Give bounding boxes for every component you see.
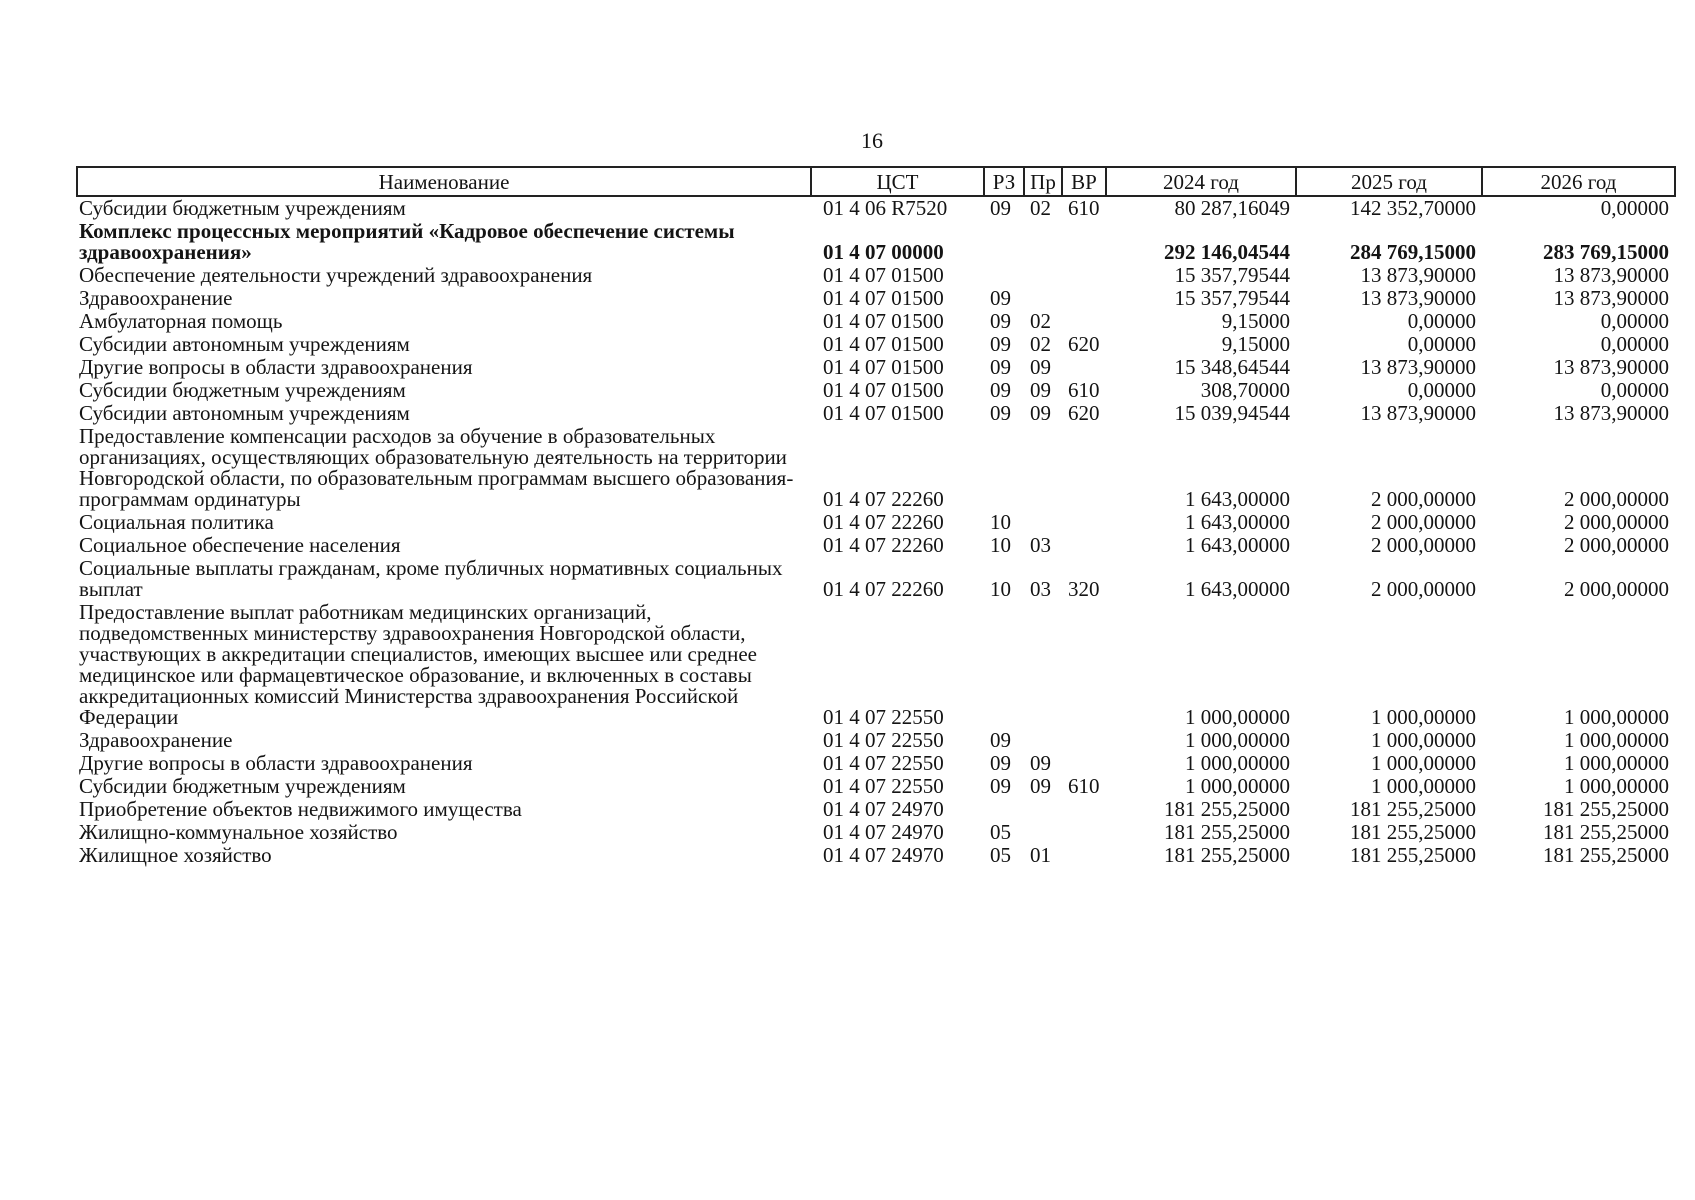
table-row bbox=[77, 821, 1675, 844]
cell-rz bbox=[984, 220, 1024, 264]
table-row bbox=[77, 356, 1675, 379]
cell-rz: 05 bbox=[990, 843, 1011, 867]
cell-name: Другие вопросы в области здравоохранения bbox=[79, 751, 473, 775]
budget-table bbox=[76, 166, 1676, 867]
table-row bbox=[77, 333, 1675, 356]
cell-name: Здравоохранение bbox=[79, 286, 233, 310]
cell-vr bbox=[1062, 287, 1106, 310]
cell-2026: 181 255,25000 bbox=[1543, 797, 1669, 821]
cell-vr: 610 bbox=[1068, 378, 1100, 402]
cell-2026: 0,00000 bbox=[1600, 309, 1669, 333]
cell-pr bbox=[1024, 220, 1062, 264]
cell-2026: 1 000,00000 bbox=[1564, 751, 1669, 775]
header-pr: Пр bbox=[1024, 167, 1062, 196]
table-row bbox=[77, 402, 1675, 425]
cell-2024: 15 357,79544 bbox=[1174, 263, 1290, 287]
cell-name: Социальные выплаты гражданам, кроме публичных нормативных социальных выплат bbox=[79, 556, 783, 601]
cell-name: Субсидии бюджетным учреждениям bbox=[79, 774, 406, 798]
cell-rz: 09 bbox=[990, 378, 1011, 402]
cell-2024: 181 255,25000 bbox=[1164, 797, 1290, 821]
cell-2026: 283 769,15000 bbox=[1543, 240, 1669, 264]
cell-vr: 620 bbox=[1068, 332, 1100, 356]
cell-name: Предоставление компенсации расходов за обучение в образовательных организациях, осуществляющих образовательную деятельность на территории Новгородской области, по образовательным программам высшего образования-программам ординатуры bbox=[79, 424, 794, 511]
cell-2024: 15 039,94544 bbox=[1174, 401, 1290, 425]
header-name: Наименование bbox=[77, 167, 811, 196]
cell-2024: 1 643,00000 bbox=[1185, 533, 1290, 557]
table-row bbox=[77, 196, 1675, 220]
cell-pr: 09 bbox=[1030, 401, 1051, 425]
table-row bbox=[77, 534, 1675, 557]
cell-vr bbox=[1062, 220, 1106, 264]
cell-name: Приобретение объектов недвижимого имущества bbox=[79, 797, 522, 821]
cell-rz: 09 bbox=[990, 751, 1011, 775]
cell-2025: 1 000,00000 bbox=[1371, 751, 1476, 775]
cell-2025: 1 000,00000 bbox=[1371, 728, 1476, 752]
cell-pr bbox=[1024, 798, 1062, 821]
cell-pr: 02 bbox=[1030, 196, 1051, 220]
cell-vr: 610 bbox=[1068, 774, 1100, 798]
cell-vr bbox=[1062, 844, 1106, 867]
table-header-row bbox=[77, 167, 1675, 196]
header-2024: 2024 год bbox=[1106, 167, 1296, 196]
cell-pr: 09 bbox=[1030, 355, 1051, 379]
cell-2026: 2 000,00000 bbox=[1564, 510, 1669, 534]
cell-cst: 01 4 07 22550 bbox=[823, 774, 944, 798]
cell-rz: 09 bbox=[990, 728, 1011, 752]
cell-rz: 09 bbox=[990, 286, 1011, 310]
cell-rz: 09 bbox=[990, 196, 1011, 220]
cell-rz bbox=[984, 798, 1024, 821]
cell-2024: 1 000,00000 bbox=[1185, 705, 1290, 729]
cell-2025: 2 000,00000 bbox=[1371, 487, 1476, 511]
page-number: 16 bbox=[861, 128, 883, 153]
cell-2024: 1 643,00000 bbox=[1185, 577, 1290, 601]
cell-cst: 01 4 07 22550 bbox=[823, 728, 944, 752]
cell-rz: 10 bbox=[990, 510, 1011, 534]
cell-pr: 03 bbox=[1030, 577, 1051, 601]
cell-pr bbox=[1024, 821, 1062, 844]
cell-2025: 181 255,25000 bbox=[1350, 797, 1476, 821]
header-2026: 2026 год bbox=[1482, 167, 1675, 196]
cell-name: Социальное обеспечение населения bbox=[79, 533, 401, 557]
cell-cst: 01 4 07 01500 bbox=[823, 378, 944, 402]
cell-vr: 620 bbox=[1068, 401, 1100, 425]
cell-vr bbox=[1062, 310, 1106, 333]
cell-2025: 284 769,15000 bbox=[1350, 240, 1476, 264]
table-row bbox=[77, 601, 1675, 729]
cell-name: Комплекс процессных мероприятий «Кадровое обеспечение системы здравоохранения» bbox=[79, 219, 735, 264]
cell-cst: 01 4 07 00000 bbox=[823, 240, 944, 264]
cell-2026: 0,00000 bbox=[1600, 332, 1669, 356]
cell-cst: 01 4 07 01500 bbox=[823, 263, 944, 287]
cell-name: Предоставление выплат работникам медицинских организаций, подведомственных министерству здравоохранения Новгородской области, участвующих в аккредитации специалистов, имеющих высшее или среднее медицинское или фармацевтическое образование, и включенных в составы аккредитационных комиссий Министерства здравоохранения Российской Федерации bbox=[79, 600, 757, 729]
table-row bbox=[77, 752, 1675, 775]
cell-pr bbox=[1024, 287, 1062, 310]
cell-name: Другие вопросы в области здравоохранения bbox=[79, 355, 473, 379]
cell-2026: 181 255,25000 bbox=[1543, 843, 1669, 867]
cell-2026: 0,00000 bbox=[1600, 196, 1669, 220]
cell-2026: 1 000,00000 bbox=[1564, 728, 1669, 752]
cell-2025: 142 352,70000 bbox=[1350, 196, 1476, 220]
cell-cst: 01 4 07 22550 bbox=[823, 751, 944, 775]
cell-pr: 09 bbox=[1030, 774, 1051, 798]
cell-2024: 80 287,16049 bbox=[1174, 196, 1290, 220]
cell-cst: 01 4 07 22260 bbox=[823, 510, 944, 534]
cell-2025: 2 000,00000 bbox=[1371, 533, 1476, 557]
cell-2026: 2 000,00000 bbox=[1564, 487, 1669, 511]
cell-rz bbox=[984, 264, 1024, 287]
cell-2026: 2 000,00000 bbox=[1564, 577, 1669, 601]
cell-pr bbox=[1024, 425, 1062, 511]
cell-cst: 01 4 07 01500 bbox=[823, 355, 944, 379]
cell-2025: 0,00000 bbox=[1407, 309, 1476, 333]
cell-2026: 0,00000 bbox=[1600, 378, 1669, 402]
cell-vr bbox=[1062, 601, 1106, 729]
cell-2025: 13 873,90000 bbox=[1360, 263, 1476, 287]
table-row bbox=[77, 844, 1675, 867]
table-row bbox=[77, 511, 1675, 534]
cell-vr bbox=[1062, 356, 1106, 379]
cell-vr bbox=[1062, 821, 1106, 844]
cell-vr bbox=[1062, 534, 1106, 557]
cell-rz: 09 bbox=[990, 355, 1011, 379]
table-body bbox=[77, 196, 1675, 867]
cell-pr bbox=[1024, 511, 1062, 534]
cell-rz: 09 bbox=[990, 309, 1011, 333]
cell-2024: 15 348,64544 bbox=[1174, 355, 1290, 379]
cell-name: Обеспечение деятельности учреждений здравоохранения bbox=[79, 263, 593, 287]
cell-cst: 01 4 07 01500 bbox=[823, 309, 944, 333]
cell-2024: 181 255,25000 bbox=[1164, 843, 1290, 867]
cell-2026: 13 873,90000 bbox=[1553, 286, 1669, 310]
cell-cst: 01 4 07 01500 bbox=[823, 286, 944, 310]
cell-rz: 10 bbox=[990, 577, 1011, 601]
table-row bbox=[77, 379, 1675, 402]
table-row bbox=[77, 798, 1675, 821]
cell-vr bbox=[1062, 798, 1106, 821]
table-row bbox=[77, 287, 1675, 310]
cell-2025: 2 000,00000 bbox=[1371, 510, 1476, 534]
header-cst: ЦСТ bbox=[811, 167, 984, 196]
cell-2026: 13 873,90000 bbox=[1553, 401, 1669, 425]
cell-rz: 09 bbox=[990, 401, 1011, 425]
cell-vr bbox=[1062, 729, 1106, 752]
cell-rz: 05 bbox=[990, 820, 1011, 844]
table-row bbox=[77, 425, 1675, 511]
table-row bbox=[77, 220, 1675, 264]
cell-rz: 10 bbox=[990, 533, 1011, 557]
cell-rz bbox=[984, 425, 1024, 511]
cell-name: Здравоохранение bbox=[79, 728, 233, 752]
cell-pr: 02 bbox=[1030, 332, 1051, 356]
cell-2024: 15 357,79544 bbox=[1174, 286, 1290, 310]
cell-vr bbox=[1062, 511, 1106, 534]
cell-pr: 09 bbox=[1030, 751, 1051, 775]
cell-rz: 09 bbox=[990, 774, 1011, 798]
cell-2025: 0,00000 bbox=[1407, 378, 1476, 402]
cell-2024: 1 643,00000 bbox=[1185, 510, 1290, 534]
cell-cst: 01 4 07 24970 bbox=[823, 843, 944, 867]
cell-pr bbox=[1024, 264, 1062, 287]
cell-rz bbox=[984, 601, 1024, 729]
cell-name: Субсидии бюджетным учреждениям bbox=[79, 378, 406, 402]
cell-2024: 181 255,25000 bbox=[1164, 820, 1290, 844]
table-row bbox=[77, 729, 1675, 752]
cell-cst: 01 4 07 01500 bbox=[823, 332, 944, 356]
cell-name: Субсидии автономным учреждениям bbox=[79, 401, 410, 425]
cell-2026: 1 000,00000 bbox=[1564, 705, 1669, 729]
table-row bbox=[77, 557, 1675, 601]
cell-cst: 01 4 06 R7520 bbox=[823, 196, 948, 220]
table-row bbox=[77, 775, 1675, 798]
cell-pr: 01 bbox=[1030, 843, 1051, 867]
cell-pr: 03 bbox=[1030, 533, 1051, 557]
cell-rz: 09 bbox=[990, 332, 1011, 356]
cell-2024: 9,15000 bbox=[1221, 332, 1290, 356]
cell-cst: 01 4 07 24970 bbox=[823, 797, 944, 821]
cell-cst: 01 4 07 24970 bbox=[823, 820, 944, 844]
header-2025: 2025 год bbox=[1296, 167, 1482, 196]
cell-name: Жилищное хозяйство bbox=[79, 843, 272, 867]
table-row bbox=[77, 310, 1675, 333]
cell-2024: 292 146,04544 bbox=[1164, 240, 1290, 264]
cell-vr: 320 bbox=[1068, 577, 1100, 601]
table-row bbox=[77, 264, 1675, 287]
cell-vr bbox=[1062, 264, 1106, 287]
cell-2026: 181 255,25000 bbox=[1543, 820, 1669, 844]
cell-2025: 1 000,00000 bbox=[1371, 774, 1476, 798]
cell-2024: 1 000,00000 bbox=[1185, 774, 1290, 798]
cell-2025: 13 873,90000 bbox=[1360, 401, 1476, 425]
cell-2025: 181 255,25000 bbox=[1350, 843, 1476, 867]
cell-cst: 01 4 07 22260 bbox=[823, 577, 944, 601]
cell-vr: 610 bbox=[1068, 196, 1100, 220]
cell-2026: 13 873,90000 bbox=[1553, 355, 1669, 379]
cell-pr: 02 bbox=[1030, 309, 1051, 333]
cell-pr bbox=[1024, 729, 1062, 752]
cell-2024: 1 000,00000 bbox=[1185, 751, 1290, 775]
cell-name: Амбулаторная помощь bbox=[79, 309, 283, 333]
cell-cst: 01 4 07 22260 bbox=[823, 487, 944, 511]
cell-2025: 13 873,90000 bbox=[1360, 355, 1476, 379]
cell-2025: 13 873,90000 bbox=[1360, 286, 1476, 310]
header-vr: ВР bbox=[1062, 167, 1106, 196]
cell-2024: 308,70000 bbox=[1200, 378, 1290, 402]
cell-2025: 1 000,00000 bbox=[1371, 705, 1476, 729]
cell-2026: 1 000,00000 bbox=[1564, 774, 1669, 798]
cell-pr: 09 bbox=[1030, 378, 1051, 402]
cell-2025: 181 255,25000 bbox=[1350, 820, 1476, 844]
cell-2026: 2 000,00000 bbox=[1564, 533, 1669, 557]
cell-2024: 1 643,00000 bbox=[1185, 487, 1290, 511]
cell-2025: 2 000,00000 bbox=[1371, 577, 1476, 601]
cell-2024: 9,15000 bbox=[1221, 309, 1290, 333]
cell-pr bbox=[1024, 601, 1062, 729]
cell-name: Жилищно-коммунальное хозяйство bbox=[79, 820, 398, 844]
cell-vr bbox=[1062, 752, 1106, 775]
cell-cst: 01 4 07 22260 bbox=[823, 533, 944, 557]
header-rz: РЗ bbox=[984, 167, 1024, 196]
cell-name: Субсидии автономным учреждениям bbox=[79, 332, 410, 356]
cell-2024: 1 000,00000 bbox=[1185, 728, 1290, 752]
cell-2025: 0,00000 bbox=[1407, 332, 1476, 356]
cell-cst: 01 4 07 01500 bbox=[823, 401, 944, 425]
cell-vr bbox=[1062, 425, 1106, 511]
cell-2026: 13 873,90000 bbox=[1553, 263, 1669, 287]
cell-name: Социальная политика bbox=[79, 510, 274, 534]
cell-name: Субсидии бюджетным учреждениям bbox=[79, 196, 406, 220]
cell-cst: 01 4 07 22550 bbox=[823, 705, 944, 729]
